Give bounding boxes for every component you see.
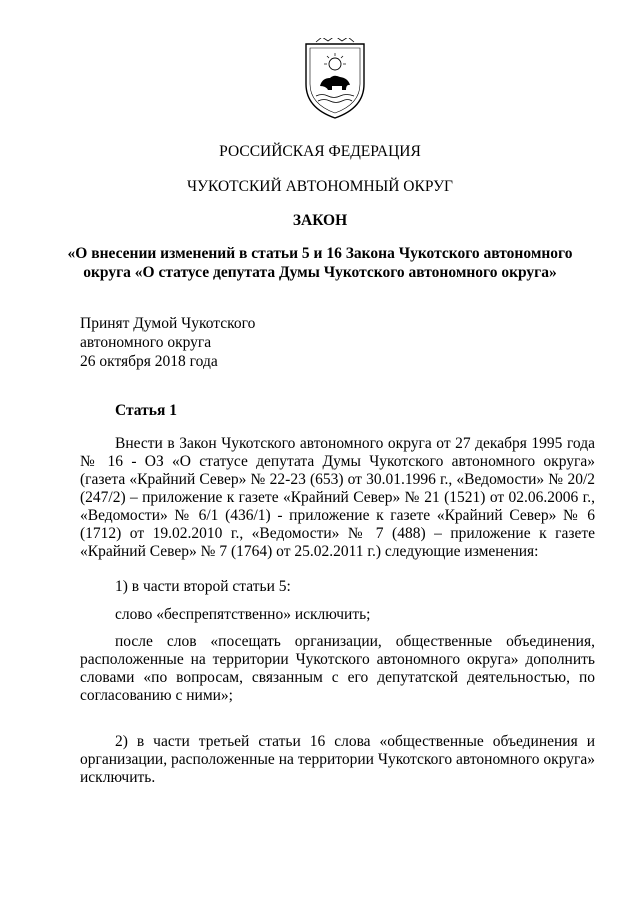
- article-intro-paragraph: Внести в Закон Чукотского автономного округа от 27 декабря 1995 года № 16 - ОЗ «О статусе депутата Думы Чукотского автономного округа» (газета «Крайний Север» № 22-23 (653) от 30.01.1996 г., «Ведомости» № 20/2 (247/2) – приложение к газете «Крайний Север» № 21 (1521) от 02.06.2006 г., «Ведомости» № 6/1 (436/1) - приложение к газете «Крайний Север» № 6 (1712) от 19.02.2010 г., «Ведомости» № 7 (488) – приложение к газете «Крайний Север» № 7 (1764) от 25.02.2011 г.) следующие изменения:: [80, 435, 595, 560]
- adoption-block: [80, 314, 255, 371]
- coat-of-arms-icon: [302, 38, 368, 122]
- document-type: ЗАКОН: [292, 212, 348, 229]
- adoption-date: 26 октября 2018 года: [80, 353, 218, 370]
- region-name: ЧУКОТСКИЙ АВТОНОМНЫЙ ОКРУГ: [186, 178, 454, 195]
- adoption-line-2: автономного округа: [80, 334, 212, 351]
- law-title-line-2: округа «О статусе депутата Думы Чукотского автономного округа»: [83, 264, 557, 281]
- amendment-item-1b: после слов «посещать организации, общественные объединения, расположенные на территории Чукотского автономного округа» дополнить словами «по вопросам, связанным с его депутатской деятельностью, по согласованию с ними»;: [80, 633, 595, 704]
- law-title-line-1: «О внесении изменений в статьи 5 и 16 Закона Чукотского автономного: [67, 245, 573, 262]
- amendment-item-1: 1) в части второй статьи 5:: [115, 578, 291, 595]
- amendment-item-1a: слово «беспрепятственно» исключить;: [115, 606, 371, 623]
- article-heading: Статья 1: [115, 402, 177, 419]
- amendment-item-2: 2) в части третьей статьи 16 слова «общественные объединения и организации, расположенные на территории Чукотского автономного округа» исключить.: [80, 733, 595, 786]
- country-name: РОССИЙСКАЯ ФЕДЕРАЦИЯ: [219, 143, 421, 160]
- adoption-line-1: Принят Думой Чукотского: [80, 315, 256, 332]
